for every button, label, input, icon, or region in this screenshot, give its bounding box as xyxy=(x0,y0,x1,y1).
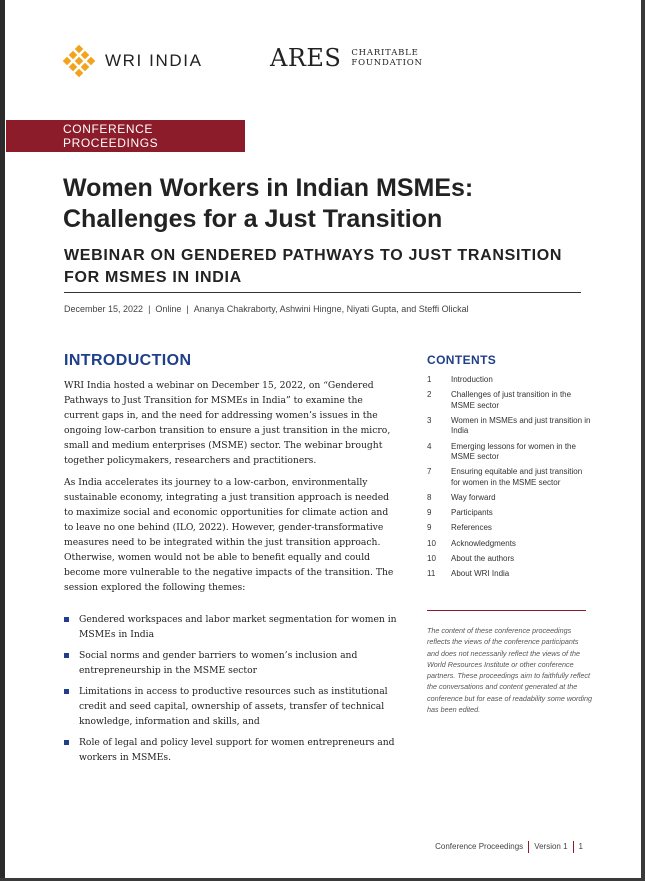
title-divider xyxy=(64,292,581,293)
wri-logo-text: WRI INDIA xyxy=(105,51,203,70)
footer-page-number: 1 xyxy=(578,842,583,852)
toc-item[interactable] xyxy=(427,493,592,504)
toc-page-number: 10 xyxy=(427,553,436,563)
ares-logo-mark: ARES xyxy=(270,44,342,72)
toc-page-number: 11 xyxy=(427,568,436,578)
theme-item: Social norms and gender barriers to women’s inclusion and entrepreneurship in the MSME sector xyxy=(64,648,399,678)
document-title xyxy=(63,173,583,235)
footer-separator xyxy=(528,841,529,853)
toc-title: Emerging lessons for women in the MSME sector xyxy=(451,441,576,462)
toc-page-number: 3 xyxy=(427,415,432,425)
toc-page-number: 9 xyxy=(427,508,432,518)
title-line-1: Women Workers in Indian MSMEs: xyxy=(63,174,474,202)
toc-item[interactable] xyxy=(427,467,592,488)
theme-item: Limitations in access to productive resources such as institutional credit and seed capital, ownership of assets, transfer of technical knowledge, information and skills, and xyxy=(64,684,399,729)
contents-heading: CONTENTS xyxy=(427,353,497,367)
theme-item: Role of legal and policy level support for women entrepreneurs and workers in MSMEs. xyxy=(64,735,399,765)
themes-list xyxy=(64,612,399,765)
toc-item[interactable] xyxy=(427,554,592,565)
ares-foundation-logo xyxy=(270,44,423,72)
contents-divider xyxy=(427,610,586,611)
toc-item[interactable] xyxy=(427,416,592,437)
theme-item: Gendered workspaces and labor market segmentation for women in MSMEs in India xyxy=(64,612,399,642)
toc-page-number: 9 xyxy=(427,523,432,533)
toc-title: Ensuring equitable and just transition for women in the MSME sector xyxy=(451,467,583,487)
title-line-2: Challenges for a Just Transition xyxy=(63,205,443,233)
intro-paragraph-1: WRI India hosted a webinar on December 15, 2022, on “Gendered Pathways to Just Transition for MSMEs in India” to examine the current gaps in, and the need for addressing women’s issues in the ongoing low-carbon transition to ensure a just transition in the micro, small and medium enterprises (MSME) sector. The webinar brought together policymakers, researchers and practitioners. xyxy=(64,380,391,466)
toc-title: About WRI India xyxy=(451,568,510,578)
toc-item[interactable] xyxy=(427,390,592,411)
toc-item[interactable] xyxy=(427,375,592,386)
ares-logo-sub-line2: FOUNDATION xyxy=(351,58,423,68)
toc-item[interactable] xyxy=(427,569,592,580)
introduction-body xyxy=(64,378,399,771)
intro-paragraph-2: As India accelerates its journey to a low-carbon, environmentally sustainable economy, integrating a just transition approach is needed to maximize social and economic opportunities for climate action and to leave no one behind (ILO, 2022). However, gender-transformative measures need to be integrated within the just transition approach. Otherwise, women would not be able to benefit equally and could become more vulnerable to the negative impacts of the transition. The session explored the following themes: xyxy=(64,477,394,593)
ares-logo-subtitle xyxy=(351,48,422,68)
toc-title: Way forward xyxy=(451,492,496,502)
toc-item[interactable] xyxy=(427,442,592,463)
toc-page-number: 2 xyxy=(427,390,432,400)
toc-page-number: 7 xyxy=(427,467,432,477)
page-footer xyxy=(435,841,583,853)
page-edge-right xyxy=(641,0,645,881)
subtitle-line-2: FOR MSMES IN INDIA xyxy=(64,269,242,286)
toc-title: Introduction xyxy=(451,375,493,384)
document-subtitle xyxy=(64,245,584,289)
disclaimer-text: The content of these conference proceedings reflects the views of the conference participants and does not necessarily reflect the views of the World Resources Institute or other conference partners. These proceedings aim to faithfully reflect the conversations and content generated at the conference but for ease of readability some wording has been edited. xyxy=(427,626,593,715)
footer-label: Conference Proceedings xyxy=(435,842,524,852)
conference-proceedings-banner xyxy=(6,120,245,152)
toc-item[interactable] xyxy=(427,539,592,550)
byline: December 15, 2022 | Online | Ananya Chakraborty, Ashwini Hingne, Niyati Gupta, and Steffi Olickal xyxy=(64,304,469,314)
wri-india-logo xyxy=(62,44,203,78)
table-of-contents xyxy=(427,375,592,584)
toc-page-number: 4 xyxy=(427,441,432,451)
toc-title: References xyxy=(451,523,492,533)
toc-title: Participants xyxy=(451,508,493,518)
footer-version: Version 1 xyxy=(534,842,568,852)
toc-title: Challenges of just transition in the MSME sector xyxy=(451,390,572,410)
banner-label: CONFERENCE PROCEEDINGS xyxy=(63,122,159,150)
toc-item[interactable] xyxy=(427,523,592,534)
toc-page-number: 1 xyxy=(427,375,432,384)
ares-logo-sub-line1: CHARITABLE xyxy=(351,48,419,58)
byline-date: December 15, 2022 xyxy=(64,304,144,314)
toc-item[interactable] xyxy=(427,508,592,519)
wri-knot-icon xyxy=(62,44,96,78)
toc-page-number: 10 xyxy=(427,538,436,548)
toc-title: About the authors xyxy=(451,553,515,563)
subtitle-line-1: WEBINAR ON GENDERED PATHWAYS TO JUST TRANSITION xyxy=(64,247,563,264)
introduction-heading: INTRODUCTION xyxy=(64,352,192,369)
byline-mode: Online xyxy=(155,304,182,314)
toc-title: Acknowledgments xyxy=(451,538,516,548)
byline-authors: Ananya Chakraborty, Ashwini Hingne, Niyati Gupta, and Steffi Olickal xyxy=(193,304,469,314)
toc-title: Women in MSMEs and just transition in India xyxy=(451,415,591,436)
toc-page-number: 8 xyxy=(427,492,432,502)
page-edge-left xyxy=(0,0,5,881)
footer-separator xyxy=(573,841,574,853)
